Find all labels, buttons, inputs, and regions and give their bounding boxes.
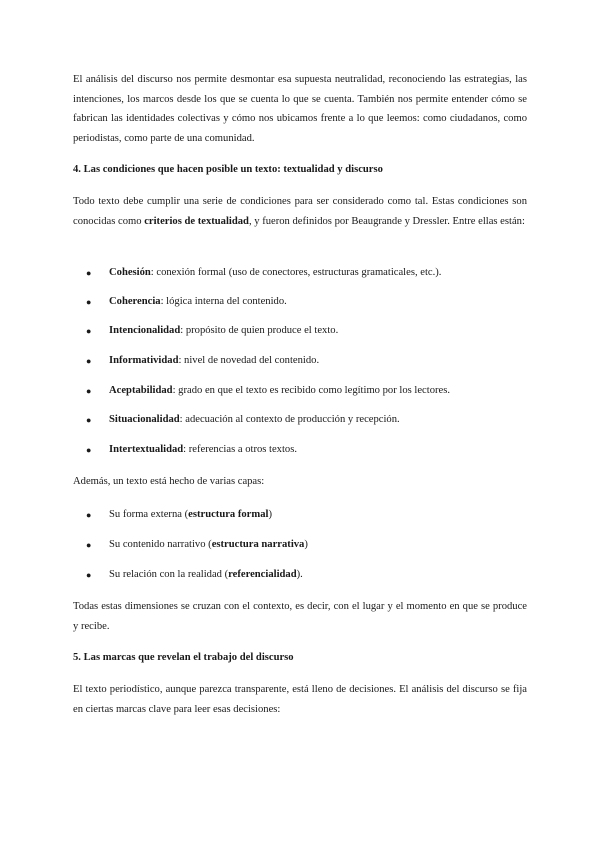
criteria-term: Aceptabilidad — [109, 385, 173, 396]
layer-before: Su relación con la realidad ( — [109, 569, 229, 580]
bullet-icon: ● — [86, 570, 92, 580]
layer-term: estructura formal — [188, 509, 269, 520]
layer-after: ). — [296, 569, 303, 580]
bullet-icon: ● — [86, 268, 92, 278]
layers-intro: Además, un texto está hecho de varias capas: — [73, 476, 265, 487]
criteria-term: Intertextualidad — [109, 444, 184, 455]
layer-term: estructura narrativa — [211, 539, 305, 550]
criteria-desc: : conexión formal (uso de conectores, estructuras gramaticales, etc.). — [150, 267, 442, 278]
bullet-icon: ● — [86, 297, 92, 307]
layer-term: referencialidad — [228, 569, 297, 580]
closing-paragraph: Todas estas dimensiones se cruzan con el contexto, es decir, con el lugar y el momento en que se produce y recibe. — [73, 601, 527, 632]
bullet-icon: ● — [86, 326, 92, 336]
criteria-desc: : adecuación al contexto de producción y recepción. — [179, 414, 400, 425]
criteria-term: Informatividad — [109, 355, 179, 366]
section-5-paragraph: El texto periodístico, aunque parezca transparente, está lleno de decisiones. El análisis del discurso se fija en ciertas marcas clave para leer esas decisiones: — [73, 684, 527, 715]
criteria-desc: : grado en que el texto es recibido como legítimo por los lectores. — [172, 385, 450, 396]
bullet-icon: ● — [86, 510, 92, 520]
criteria-desc: : lógica interna del contenido. — [160, 296, 287, 307]
intro-paragraph: El análisis del discurso nos permite desmontar esa supuesta neutralidad, reconociendo las estrategias, las intenciones, los marcos desde los que se cuenta lo que se cuenta. También nos permite entender cómo se fabrican las identidades colectivas y cómo nos ubicamos frente a lo que leemos: como ciudadanos, como periodistas, como parte de una comunidad. — [73, 74, 527, 144]
layer-before: Su contenido narrativo ( — [109, 539, 212, 550]
criteria-desc: : referencias a otros textos. — [183, 444, 297, 455]
layer-before: Su forma externa ( — [109, 509, 189, 520]
bullet-icon: ● — [86, 415, 92, 425]
criteria-term: Coherencia — [109, 296, 161, 307]
criteria-term: Cohesión — [109, 267, 151, 278]
layer-after: ) — [304, 539, 308, 550]
bullet-icon: ● — [86, 445, 92, 455]
criteria-term: Situacionalidad — [109, 414, 180, 425]
section-4-heading: 4. Las condiciones que hacen posible un texto: textualidad y discurso — [73, 164, 383, 175]
textuality-criteria-term: criterios de textualidad — [144, 215, 249, 227]
section-5-heading: 5. Las marcas que revelan el trabajo del discurso — [73, 652, 294, 663]
textuality-paragraph — [73, 192, 527, 231]
criteria-term: Intencionalidad — [109, 325, 181, 336]
bullet-icon: ● — [86, 356, 92, 366]
layer-after: ) — [268, 509, 272, 520]
criteria-desc: : nivel de novedad del contenido. — [178, 355, 320, 366]
bullet-icon: ● — [86, 540, 92, 550]
textuality-paragraph-after: , y fueron definidos por Beaugrande y Dressler. Entre ellas están: — [248, 215, 525, 227]
bullet-icon: ● — [86, 386, 92, 396]
textuality-paragraph-before: Todo texto debe cumplir una serie de condiciones para ser considerado como tal. Estas condiciones son conocidas como — [73, 196, 527, 227]
criteria-desc: : propósito de quien produce el texto. — [180, 325, 339, 336]
